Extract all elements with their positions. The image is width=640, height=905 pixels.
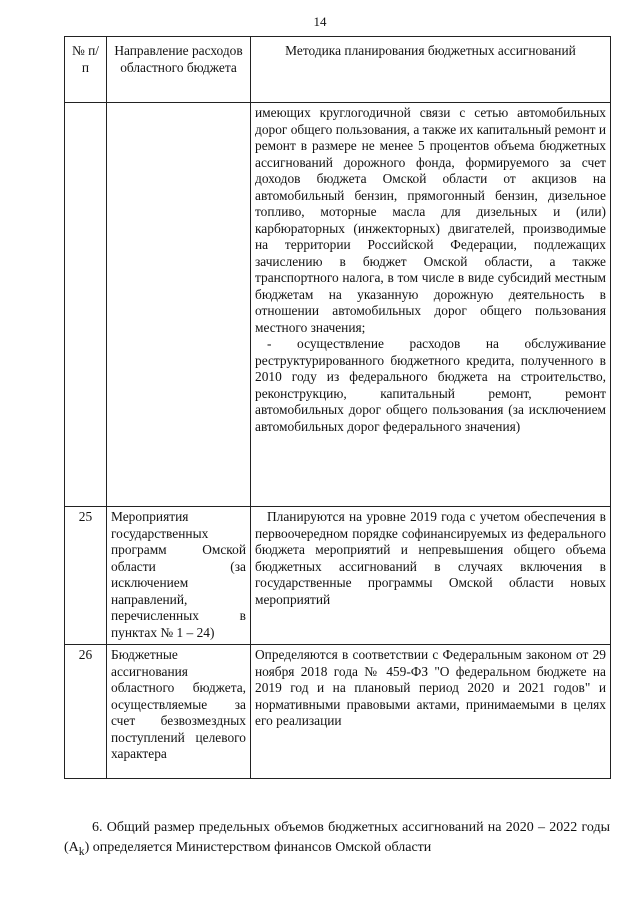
row-method-cell xyxy=(251,103,611,507)
footer-tail: ) определяется Министерством финансов Омской области xyxy=(84,840,432,855)
table-header-row xyxy=(65,37,611,103)
row-direction-cell xyxy=(107,103,251,507)
footer-lead: 6. Общий размер предельных объемов бюджетных ассигнований на 2020 – 2022 годы (A xyxy=(64,820,610,855)
header-number: № п/п xyxy=(65,37,107,103)
method-paragraph: имеющих круглогодичной связи с сетью автомобильных дорог общего пользования, а также их капитальный ремонт и ремонт в размере не менее 5 процентов объема бюджетных ассигнований дорожного фонда, формируемого за счет доходов бюджета Омской области от акцизов на автомобильный бензин, прямогонный бензин, дизельное топливо, моторные масла для дизельных и (или) карбюраторных (инжекторных) двигателей, производимые на территории Российской Федерации, подлежащих зачислению в бюджет Омской области, а также транспортного налога, в том числе в виде субсидий местным бюджетам на указанную дорожную деятельность в отношении автомобильных дорог общего пользования местного значения; xyxy=(255,105,606,335)
method-paragraph: - осуществление расходов на обслуживание реструктурированного бюджетного кредита, полученного в 2010 году из федерального бюджета на строительство, реконструкцию, капитальный ремонт, ремонт автомобильных дорог общего пользования (за исключением автомобильных дорог федерального значения) xyxy=(255,336,606,434)
row-method-cell: Планируются на уровне 2019 года с учетом обеспечения в первоочередном порядке софинансируемых из федерального бюджета мероприятий и непревышения общего объема бюджетных ассигнований в случаях включения в государственные программы Омской области новых мероприятий xyxy=(251,507,611,645)
footer-paragraph xyxy=(64,818,610,862)
row-number-cell: 25 xyxy=(65,507,107,645)
page-number: 14 xyxy=(313,14,327,29)
header-method: Методика планирования бюджетных ассигнований xyxy=(251,37,611,103)
row-number-cell xyxy=(65,103,107,507)
budget-methodology-table xyxy=(64,36,611,779)
table-row xyxy=(65,507,611,645)
table-row xyxy=(65,645,611,779)
row-number-cell: 26 xyxy=(65,645,107,779)
row-direction-cell: Мероприятия государственных программ Омской области (за исключением направлений, перечисленных в пунктах № 1 – 24) xyxy=(107,507,251,645)
table-row-continuation xyxy=(65,103,611,507)
header-direction: Направление расходов областного бюджета xyxy=(107,37,251,103)
row-direction-cell: Бюджетные ассигнования областного бюджета, осуществляемые за счет безвозмездных поступлений целевого характера xyxy=(107,645,251,779)
row-method-cell: Определяются в соответствии с Федеральным законом от 29 ноября 2018 года № 459-ФЗ "О федеральном бюджете на 2019 год и на плановый период 2020 и 2021 годов" и нормативными правовыми актами, принимаемыми в целях его реализации xyxy=(251,645,611,779)
footer-subscript: k xyxy=(78,844,85,858)
